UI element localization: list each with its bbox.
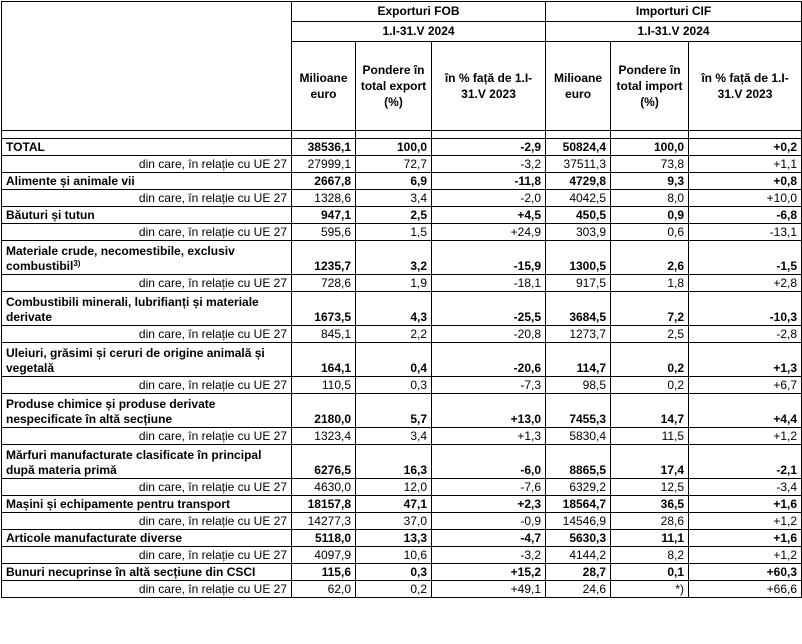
table-row-eu — [2, 479, 802, 496]
value-cell: 1,8 — [611, 275, 689, 292]
eu-sub-label: din care, în relație cu UE 27 — [2, 190, 292, 207]
value-cell: -4,7 — [432, 530, 546, 547]
value-cell: 10,6 — [356, 547, 432, 564]
import-group-header: Importuri CIF — [546, 2, 802, 22]
value-cell: *) — [611, 581, 689, 598]
value-cell: 73,8 — [611, 156, 689, 173]
value-cell: -2,1 — [689, 445, 802, 479]
eu-sub-label: din care, în relație cu UE 27 — [2, 547, 292, 564]
table-row-eu — [2, 547, 802, 564]
value-cell: 917,5 — [546, 275, 611, 292]
category-label: Băuturi și tutun — [2, 207, 292, 224]
spacer-cell — [292, 131, 356, 139]
table-row-eu — [2, 377, 802, 394]
value-cell: 3684,5 — [546, 292, 611, 326]
value-cell: 595,6 — [292, 224, 356, 241]
value-cell: 114,7 — [546, 343, 611, 377]
table-row — [2, 139, 802, 156]
eu-sub-label: din care, în relație cu UE 27 — [2, 326, 292, 343]
value-cell: +1,6 — [689, 496, 802, 513]
table-row — [2, 292, 802, 326]
value-cell: 7455,3 — [546, 394, 611, 428]
value-cell: -20,6 — [432, 343, 546, 377]
export-group-header: Exporturi FOB — [292, 2, 546, 22]
value-cell: 1328,6 — [292, 190, 356, 207]
category-label: Articole manufacturate diverse — [2, 530, 292, 547]
value-cell: 1,9 — [356, 275, 432, 292]
value-cell: 28,6 — [611, 513, 689, 530]
table-row-eu — [2, 428, 802, 445]
eu-sub-label: din care, în relație cu UE 27 — [2, 156, 292, 173]
value-cell: 8,0 — [611, 190, 689, 207]
value-cell: -2,0 — [432, 190, 546, 207]
value-cell: -2,8 — [689, 326, 802, 343]
trade-table — [1, 1, 802, 598]
table-row-eu — [2, 326, 802, 343]
value-cell: 98,5 — [546, 377, 611, 394]
category-label: Alimente și animale vii — [2, 173, 292, 190]
value-cell: 12,5 — [611, 479, 689, 496]
value-cell: -7,6 — [432, 479, 546, 496]
value-cell: +15,2 — [432, 564, 546, 581]
value-cell: 1673,5 — [292, 292, 356, 326]
value-cell: 3,4 — [356, 428, 432, 445]
col-import-change: în % față de 1.I-31.V 2023 — [689, 42, 802, 131]
table-row — [2, 173, 802, 190]
category-label: Materiale crude, necomestibile, exclusiv combustibil$^{3)}$ — [2, 241, 292, 275]
value-cell: 11,5 — [611, 428, 689, 445]
value-cell: 3,2 — [356, 241, 432, 275]
value-cell: 0,3 — [356, 564, 432, 581]
import-period: 1.I-31.V 2024 — [546, 22, 802, 42]
value-cell: +1,2 — [689, 428, 802, 445]
value-cell: +2,8 — [689, 275, 802, 292]
value-cell: 24,6 — [546, 581, 611, 598]
value-cell: 947,1 — [292, 207, 356, 224]
value-cell: 16,3 — [356, 445, 432, 479]
table-row-eu — [2, 513, 802, 530]
value-cell: 6329,2 — [546, 479, 611, 496]
value-cell: 5630,3 — [546, 530, 611, 547]
value-cell: 8865,5 — [546, 445, 611, 479]
value-cell: 5,7 — [356, 394, 432, 428]
table-row — [2, 530, 802, 547]
col-export-value: Milioane euro — [292, 42, 356, 131]
table-row-eu — [2, 224, 802, 241]
table-row — [2, 343, 802, 377]
value-cell: 1323,4 — [292, 428, 356, 445]
value-cell: -3,2 — [432, 156, 546, 173]
spacer-cell — [546, 131, 611, 139]
spacer-cell — [611, 131, 689, 139]
value-cell: +49,1 — [432, 581, 546, 598]
value-cell: -20,8 — [432, 326, 546, 343]
table-body — [2, 139, 802, 598]
value-cell: 8,2 — [611, 547, 689, 564]
value-cell: 5830,4 — [546, 428, 611, 445]
eu-sub-label: din care, în relație cu UE 27 — [2, 428, 292, 445]
value-cell: 14546,9 — [546, 513, 611, 530]
value-cell: 100,0 — [611, 139, 689, 156]
value-cell: 6,9 — [356, 173, 432, 190]
value-cell: +1,2 — [689, 547, 802, 564]
value-cell: 3,4 — [356, 190, 432, 207]
value-cell: 4097,9 — [292, 547, 356, 564]
value-cell: -11,8 — [432, 173, 546, 190]
category-label: Mașini și echipamente pentru transport — [2, 496, 292, 513]
value-cell: 2,2 — [356, 326, 432, 343]
category-label: Produse chimice și produse derivate nespecificate în altă secțiune — [2, 394, 292, 428]
value-cell: +24,9 — [432, 224, 546, 241]
value-cell: 303,9 — [546, 224, 611, 241]
corner-cell — [2, 2, 292, 131]
value-cell: 4144,2 — [546, 547, 611, 564]
spacer-cell — [689, 131, 802, 139]
value-cell: 17,4 — [611, 445, 689, 479]
col-import-value: Milioane euro — [546, 42, 611, 131]
value-cell: -10,3 — [689, 292, 802, 326]
value-cell: 1,5 — [356, 224, 432, 241]
eu-sub-label: din care, în relație cu UE 27 — [2, 479, 292, 496]
value-cell: 9,3 — [611, 173, 689, 190]
value-cell: -2,9 — [432, 139, 546, 156]
value-cell: 37511,3 — [546, 156, 611, 173]
value-cell: 50824,4 — [546, 139, 611, 156]
value-cell: 4042,5 — [546, 190, 611, 207]
value-cell: +1,3 — [432, 428, 546, 445]
value-cell: 28,7 — [546, 564, 611, 581]
col-import-share: Pondere în total import (%) — [611, 42, 689, 131]
value-cell: +6,7 — [689, 377, 802, 394]
value-cell: +66,6 — [689, 581, 802, 598]
value-cell: -6,8 — [689, 207, 802, 224]
value-cell: +4,5 — [432, 207, 546, 224]
value-cell: 14277,3 — [292, 513, 356, 530]
eu-sub-label: din care, în relație cu UE 27 — [2, 275, 292, 292]
value-cell: -3,2 — [432, 547, 546, 564]
value-cell: 450,5 — [546, 207, 611, 224]
value-cell: -25,5 — [432, 292, 546, 326]
value-cell: +0,2 — [689, 139, 802, 156]
value-cell: 5118,0 — [292, 530, 356, 547]
value-cell: -3,4 — [689, 479, 802, 496]
value-cell: 27999,1 — [292, 156, 356, 173]
value-cell: 845,1 — [292, 326, 356, 343]
value-cell: -0,9 — [432, 513, 546, 530]
value-cell: +2,3 — [432, 496, 546, 513]
value-cell: 7,2 — [611, 292, 689, 326]
table-row — [2, 496, 802, 513]
value-cell: -6,0 — [432, 445, 546, 479]
eu-sub-label: din care, în relație cu UE 27 — [2, 224, 292, 241]
value-cell: 4630,0 — [292, 479, 356, 496]
value-cell: 6276,5 — [292, 445, 356, 479]
value-cell: 72,7 — [356, 156, 432, 173]
value-cell: 37,0 — [356, 513, 432, 530]
category-label: Combustibili minerali, lubrifianți și materiale derivate — [2, 292, 292, 326]
table-row-eu — [2, 275, 802, 292]
value-cell: +13,0 — [432, 394, 546, 428]
value-cell: 110,5 — [292, 377, 356, 394]
value-cell: 100,0 — [356, 139, 432, 156]
value-cell: -1,5 — [689, 241, 802, 275]
category-label: Bunuri necuprinse în altă secțiune din CSCI — [2, 564, 292, 581]
spacer-cell — [2, 131, 292, 139]
value-cell: 62,0 — [292, 581, 356, 598]
value-cell: 13,3 — [356, 530, 432, 547]
eu-sub-label: din care, în relație cu UE 27 — [2, 581, 292, 598]
value-cell: +4,4 — [689, 394, 802, 428]
eu-sub-label: din care, în relație cu UE 27 — [2, 513, 292, 530]
spacer-cell — [432, 131, 546, 139]
value-cell: 12,0 — [356, 479, 432, 496]
value-cell: 0,4 — [356, 343, 432, 377]
value-cell: +1,2 — [689, 513, 802, 530]
category-label: Uleiuri, grăsimi și ceruri de origine animală și vegetală — [2, 343, 292, 377]
value-cell: 0,2 — [611, 377, 689, 394]
value-cell: 2,5 — [356, 207, 432, 224]
value-cell: 36,5 — [611, 496, 689, 513]
col-export-share: Pondere în total export (%) — [356, 42, 432, 131]
category-label: Mărfuri manufacturate clasificate în principal după materia primă — [2, 445, 292, 479]
value-cell: 2180,0 — [292, 394, 356, 428]
value-cell: 1235,7 — [292, 241, 356, 275]
value-cell: 0,1 — [611, 564, 689, 581]
value-cell: 2667,8 — [292, 173, 356, 190]
table-row — [2, 207, 802, 224]
value-cell: 0,2 — [356, 581, 432, 598]
value-cell: 38536,1 — [292, 139, 356, 156]
value-cell: 2,5 — [611, 326, 689, 343]
value-cell: 11,1 — [611, 530, 689, 547]
value-cell: -18,1 — [432, 275, 546, 292]
table-row — [2, 241, 802, 275]
value-cell: +1,3 — [689, 343, 802, 377]
table-row — [2, 445, 802, 479]
value-cell: +10,0 — [689, 190, 802, 207]
value-cell: 1300,5 — [546, 241, 611, 275]
col-export-change: în % față de 1.I-31.V 2023 — [432, 42, 546, 131]
value-cell: 0,6 — [611, 224, 689, 241]
value-cell: 115,6 — [292, 564, 356, 581]
value-cell: -13,1 — [689, 224, 802, 241]
value-cell: 0,2 — [611, 343, 689, 377]
export-period: 1.I-31.V 2024 — [292, 22, 546, 42]
value-cell: 164,1 — [292, 343, 356, 377]
value-cell: -7,3 — [432, 377, 546, 394]
category-label: TOTAL — [2, 139, 292, 156]
table-row-eu — [2, 581, 802, 598]
footnote-marker: 3) — [73, 259, 81, 268]
value-cell: 4,3 — [356, 292, 432, 326]
table-row-eu — [2, 156, 802, 173]
value-cell: 0,9 — [611, 207, 689, 224]
value-cell: 47,1 — [356, 496, 432, 513]
value-cell: 4729,8 — [546, 173, 611, 190]
table-row — [2, 394, 802, 428]
eu-sub-label: din care, în relație cu UE 27 — [2, 377, 292, 394]
value-cell: +1,1 — [689, 156, 802, 173]
value-cell: +1,6 — [689, 530, 802, 547]
value-cell: 0,3 — [356, 377, 432, 394]
value-cell: 1273,7 — [546, 326, 611, 343]
value-cell: +0,8 — [689, 173, 802, 190]
table-row — [2, 564, 802, 581]
value-cell: 18564,7 — [546, 496, 611, 513]
value-cell: +60,3 — [689, 564, 802, 581]
value-cell: 18157,8 — [292, 496, 356, 513]
value-cell: 14,7 — [611, 394, 689, 428]
value-cell: 728,6 — [292, 275, 356, 292]
value-cell: 2,6 — [611, 241, 689, 275]
spacer-cell — [356, 131, 432, 139]
table-row-eu — [2, 190, 802, 207]
value-cell: -15,9 — [432, 241, 546, 275]
